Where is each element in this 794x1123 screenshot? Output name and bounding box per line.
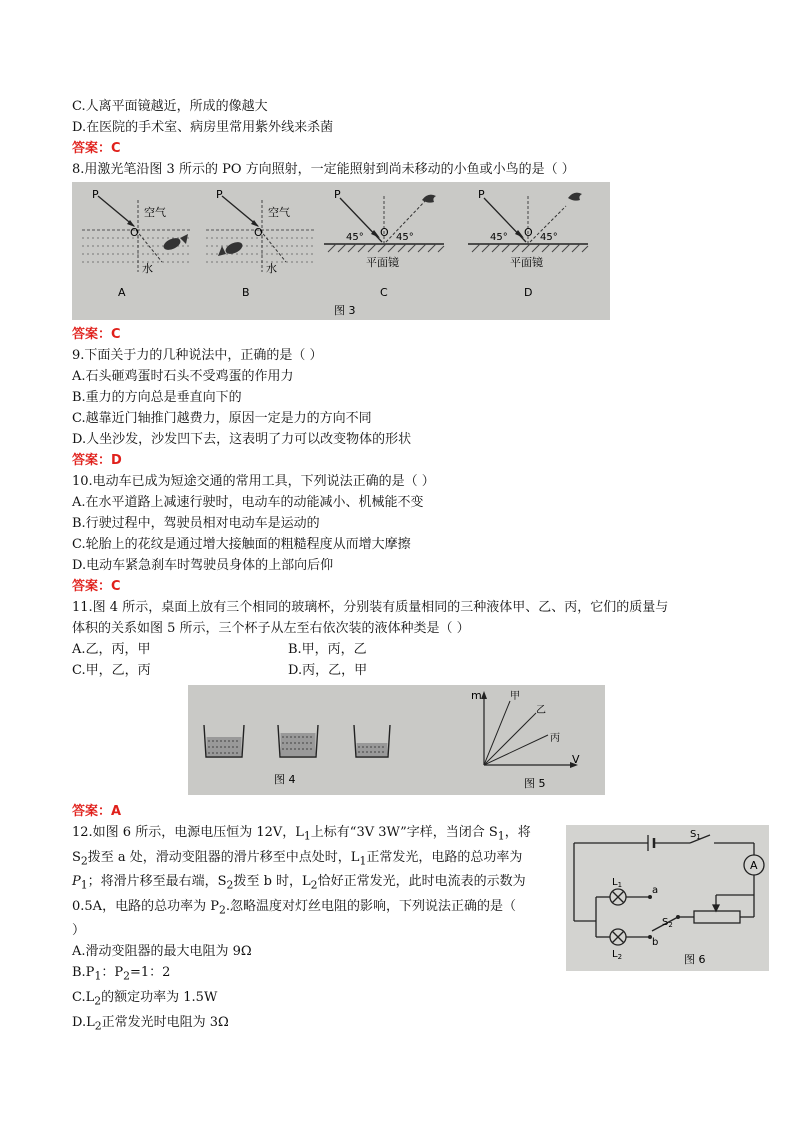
- label-o: O: [524, 226, 533, 239]
- label-l2: $L_2$: [612, 949, 623, 961]
- q12-option-b: $B.P_1$：$P_2=1$：2: [72, 965, 171, 983]
- q10-option-b: B.行驶过程中，驾驶员相对电动车是运动的: [72, 516, 320, 531]
- q11-option-c: C.甲，乙，丙: [72, 663, 151, 678]
- label-a: a: [652, 885, 659, 896]
- figure-6-caption: 图 6: [684, 953, 706, 966]
- label-o: O: [254, 226, 263, 239]
- q12-option-d: $D.L_2$正常发光时电阻为 3Ω: [72, 1014, 229, 1033]
- label-o: O: [380, 226, 389, 239]
- label-angle-left: 45°: [490, 232, 508, 243]
- label-s2: $S_2$: [662, 917, 673, 929]
- q12-block: [72, 822, 758, 1033]
- panel-label-d: D: [524, 286, 533, 299]
- q11-option-a: A.乙，丙，甲: [72, 642, 151, 657]
- label-b: b: [652, 937, 659, 948]
- figure-6-circuit: [566, 825, 769, 971]
- q12-stem-line-4: 0.5A，电路的总功率为 $P_2$.忽略温度对灯丝电阻的影响，下列说法正确的是（: [72, 898, 516, 917]
- figure-4-5-drawing: [188, 685, 605, 795]
- q12-option-a: A.滑动变阻器的最大电阻为 9Ω: [72, 944, 252, 960]
- label-bing: 丙: [550, 733, 560, 744]
- label-l1: $L_1$: [612, 877, 623, 889]
- figure-5-caption: 图 5: [524, 777, 546, 790]
- panel-b: [206, 188, 316, 299]
- q10-stem: 10.电动车已成为短途交通的常用工具，下列说法正确的是（ ）: [72, 474, 435, 489]
- q12-stem-line-5: ）: [72, 923, 86, 939]
- label-p: P: [334, 188, 341, 201]
- q7-option-d: D.在医院的手术室、病房里常用紫外线来杀菌: [72, 120, 334, 135]
- q9-option-d: D.人坐沙发，沙发凹下去，这表明了力可以改变物体的形状: [72, 432, 412, 447]
- panel-a: [82, 188, 192, 299]
- q9-option-a: A.石头砸鸡蛋时石头不受鸡蛋的作用力: [72, 369, 294, 384]
- q7-answer: 答案：C: [72, 141, 121, 156]
- q7-option-c: C.人离平面镜越近，所成的像越大: [72, 99, 268, 114]
- panel-d: [468, 188, 588, 299]
- ammeter-icon: A: [750, 859, 758, 872]
- q12-text: [72, 822, 552, 1036]
- q11-option-b: B.甲，丙，乙: [288, 642, 367, 657]
- q9-option-c: C.越靠近门轴推门越费力，原因一定是力的方向不同: [72, 411, 372, 426]
- q11-options-row-2: [72, 660, 722, 681]
- axis-m-label: m: [471, 689, 482, 702]
- figure-6: [566, 825, 769, 971]
- q12-stem-line-2: $S_2$拨至 a 处，滑动变阻器的滑片移至中点处时，$L_1$正常发光，电路的总功率为: [72, 849, 523, 868]
- label-yi: 乙: [536, 705, 546, 716]
- mass-volume-graph: [471, 689, 580, 768]
- label-p: P: [216, 188, 223, 201]
- label-mirror: 平面镜: [510, 256, 543, 269]
- q12-stem-line-3: $P_1$；将滑片移至最右端，$S_2$拨至 b 时，$L_2$恰好正常发光，此时电流表的示数为: [72, 874, 526, 892]
- panel-label-c: C: [380, 286, 388, 299]
- label-water: 水: [266, 262, 277, 275]
- q10-answer: 答案：C: [72, 579, 121, 594]
- panel-label-b: B: [242, 286, 250, 299]
- label-jia: 甲: [510, 691, 520, 702]
- figure-3-drawing: [72, 182, 610, 320]
- label-mirror: 平面镜: [366, 256, 399, 269]
- label-angle-right: 45°: [540, 232, 558, 243]
- figure-4-5: [188, 685, 605, 795]
- q12-stem-line-1: 12.如图 6 所示，电源电压恒为 12V，$L_1$上标有“3V 3W”字样，当闭合 $S_1$，将: [72, 825, 531, 843]
- label-s1: $S_1$: [690, 829, 701, 841]
- label-water: 水: [142, 262, 153, 275]
- figure-3-caption: 图 3: [334, 304, 356, 317]
- panel-c: [324, 188, 444, 299]
- line-bing: [484, 735, 548, 765]
- label-o: O: [130, 226, 139, 239]
- q10-option-c: C.轮胎上的花纹是通过增大接触面的粗糙程度从而增大摩擦: [72, 537, 411, 552]
- label-angle-left: 45°: [346, 232, 364, 243]
- label-p: P: [92, 188, 99, 201]
- document-page: [72, 96, 758, 1033]
- q8-stem: 8.用激光笔沿图 3 所示的 PO 方向照射，一定能照射到尚未移动的小鱼或小鸟的是（ ）: [72, 162, 575, 177]
- q12-option-c: $C.L_2$的额定功率为 1.5W: [72, 989, 218, 1008]
- q8-answer: 答案：C: [72, 327, 121, 342]
- q9-stem: 9.下面关于力的几种说法中，正确的是（ ）: [72, 348, 323, 363]
- q10-option-a: A.在水平道路上减速行驶时，电动车的动能减小、机械能不变: [72, 495, 424, 510]
- label-air: 空气: [144, 206, 166, 219]
- q9-answer: 答案：D: [72, 453, 122, 468]
- q9-option-b: B.重力的方向总是垂直向下的: [72, 390, 242, 405]
- axis-v-label: V: [572, 753, 580, 766]
- figure-3: [72, 182, 610, 320]
- q11-answer: 答案：A: [72, 804, 122, 819]
- q11-options-row-1: [72, 639, 722, 660]
- figure-4-caption: 图 4: [274, 773, 296, 786]
- q11-option-d: D.丙，乙，甲: [288, 663, 368, 678]
- beaker-2: [278, 725, 318, 757]
- panel-label-a: A: [118, 286, 126, 299]
- q11-stem-line-2: 体积的关系如图 5 所示，三个杯子从左至右依次装的液体种类是（ ）: [72, 621, 470, 636]
- label-p: P: [478, 188, 485, 201]
- line-yi: [484, 713, 536, 765]
- q11-stem-line-1: 11.图 4 所示，桌面上放有三个相同的玻璃杯，分别装有质量相同的三种液体甲、乙、丙，它们的质量与: [72, 600, 669, 615]
- beaker-1: [204, 725, 244, 757]
- q10-option-d: D.电动车紧急刹车时驾驶员身体的上部向后仰: [72, 558, 334, 573]
- label-angle-right: 45°: [396, 232, 414, 243]
- line-jia: [484, 701, 510, 765]
- beaker-3: [354, 725, 390, 757]
- label-air: 空气: [268, 206, 290, 219]
